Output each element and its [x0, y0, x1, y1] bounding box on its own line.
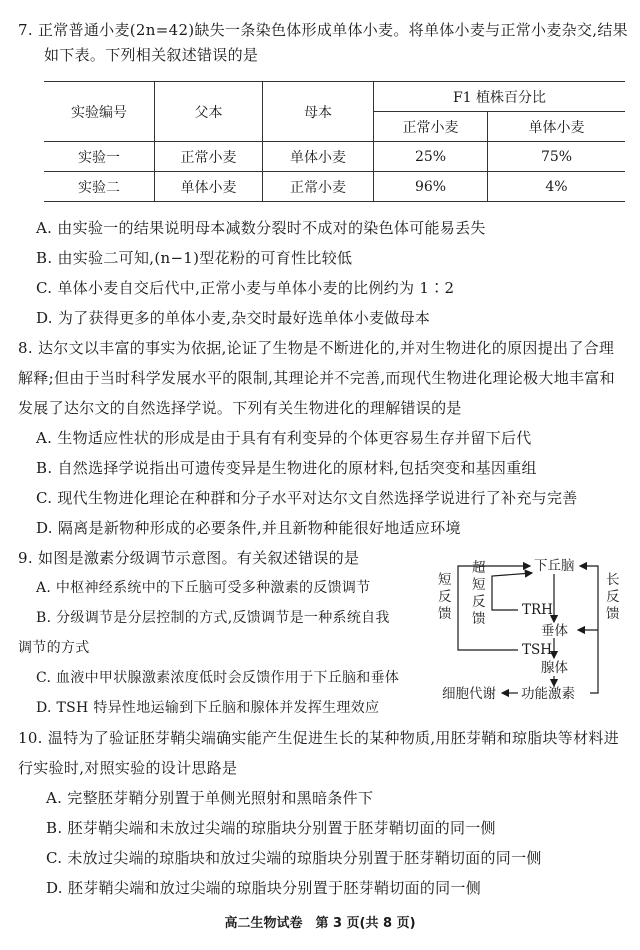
table-cell: 正常小麦	[155, 142, 263, 172]
table-row	[44, 142, 625, 172]
ultra-feedback-char: 反	[472, 594, 486, 610]
q7-results-table	[44, 81, 625, 202]
q7-stem: 7. 正常普通小麦(2n=42)缺失一条染色体形成单体小麦。将单体小麦与正常小麦杂交,结果	[18, 21, 628, 39]
q7-option-d: D. 为了获得更多的单体小麦,杂交时最好选单体小麦做母本	[36, 309, 431, 327]
q8-option-c: C. 现代生物进化理论在种群和分子水平对达尔文自然选择学说进行了补充与完善	[36, 489, 578, 507]
q9-option-a: A. 中枢神经系统中的下丘脑可受多种激素的反馈调节	[36, 580, 371, 596]
q10-option-c: C. 未放过尖端的琼脂块和放过尖端的琼脂块分别置于胚芽鞘切面的同一侧	[46, 849, 542, 867]
q8-stem-cont1: 解释;但由于当时科学发展水平的限制,其理论并不完善,而现代生物进化理论极大地丰富和	[18, 369, 615, 387]
q10-stem-cont: 行实验时,对照实验的设计思路是	[18, 759, 238, 777]
table-cell: 96%	[374, 172, 488, 202]
q7-stem-cont: 如下表。下列相关叙述错误的是	[44, 46, 259, 64]
q9-option-c: C. 血液中甲状腺激素浓度低时会反馈作用于下丘脑和垂体	[36, 670, 400, 686]
ultra-feedback-char: 超	[472, 560, 486, 576]
q9-option-d: D. TSH 特异性地运输到下丘脑和腺体并发挥生理效应	[36, 700, 380, 716]
long-feedback-char: 长	[606, 572, 620, 588]
q10-option-d: D. 胚芽鞘尖端和放过尖端的琼脂块分别置于胚芽鞘切面的同一侧	[46, 879, 482, 897]
short-feedback-char: 反	[438, 589, 452, 605]
tsh-label: TSH	[522, 642, 553, 658]
hormone-label: 功能激素	[521, 686, 575, 702]
short-feedback-char: 短	[438, 572, 452, 588]
q10-option-b: B. 胚芽鞘尖端和未放过尖端的琼脂块分别置于胚芽鞘切面的同一侧	[46, 819, 496, 837]
table-cell: 实验一	[44, 142, 155, 172]
q7-option-c: C. 单体小麦自交后代中,正常小麦与单体小麦的比例约为 1∶2	[36, 279, 455, 297]
table-cell: 75%	[488, 142, 626, 172]
q9-option-b-cont: 调节的方式	[18, 640, 90, 656]
table-header-normal: 正常小麦	[374, 112, 488, 142]
q8-stem: 8. 达尔文以丰富的事实为依据,论证了生物是不断进化的,并对生物进化的原因提出了合理	[18, 339, 615, 357]
table-row	[44, 172, 625, 202]
q10-option-a: A. 完整胚芽鞘分别置于单侧光照射和黑暗条件下	[46, 789, 374, 807]
trh-label: TRH	[522, 602, 553, 618]
short-feedback-char: 馈	[438, 606, 452, 622]
q8-option-d: D. 隔离是新物种形成的必要条件,并且新物种能很好地适应环境	[36, 519, 461, 537]
table-cell: 单体小麦	[263, 142, 374, 172]
table-cell: 正常小麦	[263, 172, 374, 202]
table-cell: 单体小麦	[155, 172, 263, 202]
table-header-mono: 单体小麦	[488, 112, 626, 142]
table-cell: 实验二	[44, 172, 155, 202]
hormone-regulation-diagram	[430, 548, 635, 713]
long-feedback-char: 馈	[606, 606, 620, 622]
table-header-f1: F1 植株百分比	[374, 82, 626, 112]
q9-option-b: B. 分级调节是分层控制的方式,反馈调节是一种系统自我	[36, 610, 390, 626]
metabolism-label: 细胞代谢	[442, 686, 496, 702]
pituitary-label: 垂体	[541, 623, 568, 639]
hypothalamus-label: 下丘脑	[534, 558, 575, 574]
q9-stem: 9. 如图是激素分级调节示意图。有关叙述错误的是	[18, 549, 360, 567]
q7-option-b: B. 由实验二可知,(n−1)型花粉的可育性比较低	[36, 249, 353, 267]
ultra-feedback-char: 馈	[472, 611, 486, 627]
q8-option-b: B. 自然选择学说指出可遗传变异是生物进化的原材料,包括突变和基因重组	[36, 459, 537, 477]
table-header-mother: 母本	[263, 82, 374, 142]
q7-option-a: A. 由实验一的结果说明母本减数分裂时不成对的染色体可能易丢失	[36, 219, 486, 237]
table-header-father: 父本	[155, 82, 263, 142]
q10-stem: 10. 温特为了验证胚芽鞘尖端确实能产生促进生长的某种物质,用胚芽鞘和琼脂块等材料进	[18, 729, 619, 747]
page-footer: 高二生物试卷 第 3 页(共 8 页)	[224, 916, 416, 931]
gland-label: 腺体	[541, 660, 568, 676]
ultra-feedback-char: 短	[472, 577, 486, 593]
table-header-id: 实验编号	[44, 82, 155, 142]
q8-option-a: A. 生物适应性状的形成是由于具有有利变异的个体更容易生存并留下后代	[36, 429, 532, 447]
table-cell: 25%	[374, 142, 488, 172]
table-cell: 4%	[488, 172, 626, 202]
long-feedback-char: 反	[606, 589, 620, 605]
q8-stem-cont2: 发展了达尔文的自然选择学说。下列有关生物进化的理解错误的是	[18, 399, 462, 417]
short-feedback-arrow	[458, 566, 530, 650]
